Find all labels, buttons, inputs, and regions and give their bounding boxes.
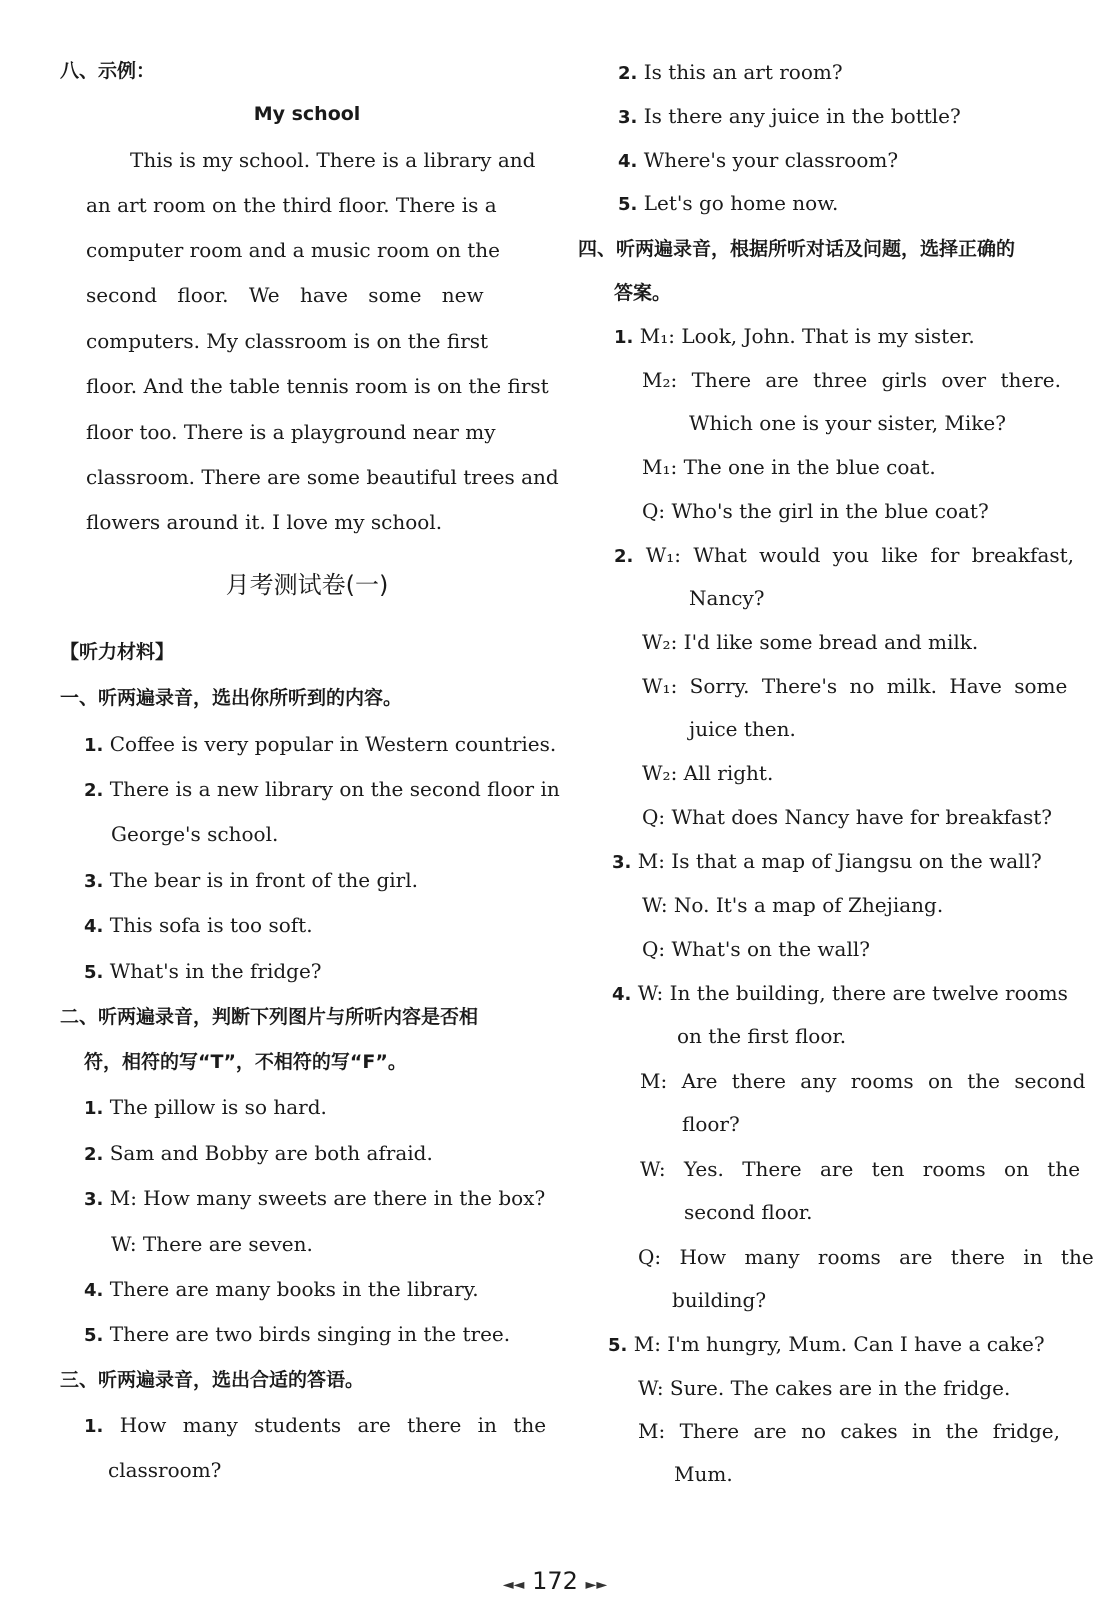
section-heading-3: 三、听两遍录音，选出合适的答语。 xyxy=(60,1369,365,1391)
list-item xyxy=(84,958,322,986)
dialogue-line: M: There are no cakes in the fridge, xyxy=(638,1419,1060,1443)
item-text: This sofa is too soft. xyxy=(109,913,313,937)
item-text: What's in the fridge? xyxy=(109,959,322,983)
section-heading-2-cont: 符，相符的写“T”，不相符的写“F”。 xyxy=(84,1051,407,1073)
item-number: 3. xyxy=(618,107,638,128)
dialogue-line: Mum. xyxy=(674,1462,733,1486)
essay-line: flowers around it. I love my school. xyxy=(86,510,443,534)
item-number: 5. xyxy=(608,1335,628,1356)
dialogue-line: Q: What does Nancy have for breakfast? xyxy=(642,805,1052,829)
item-number: 5. xyxy=(618,194,638,215)
item-number: 2. xyxy=(618,63,638,84)
item-continuation: George's school. xyxy=(111,822,279,846)
dialogue-line: second floor. xyxy=(684,1200,813,1224)
dialogue-text: M: I'm hungry, Mum. Can I have a cake? xyxy=(633,1332,1045,1356)
item-number: 3. xyxy=(84,871,104,892)
list-item xyxy=(84,1185,545,1213)
item-text: There is a new library on the second floor in xyxy=(109,777,560,801)
dialogue-line: M₂: There are three girls over there. xyxy=(642,368,1061,392)
essay-line: second floor. We have some new xyxy=(86,283,484,307)
essay-line: floor. And the table tennis room is on the first xyxy=(86,374,549,398)
dialogue-text: M₁: Look, John. That is my sister. xyxy=(639,324,975,348)
list-item xyxy=(84,1321,510,1349)
dialogue-line: floor? xyxy=(682,1112,740,1136)
item-number: 2. xyxy=(84,1144,104,1165)
item-text: Where's your classroom? xyxy=(643,148,899,172)
item-text: The pillow is so hard. xyxy=(109,1095,327,1119)
list-item xyxy=(84,867,418,895)
dialogue-line: building? xyxy=(672,1288,767,1312)
dialogue-line: juice then. xyxy=(689,717,796,741)
section-heading-2: 二、听两遍录音，判断下列图片与所听内容是否相 xyxy=(60,1006,479,1028)
item-text: How many students are there in the xyxy=(119,1413,547,1437)
page-footer xyxy=(480,1567,630,1599)
dialogue-line: W: Yes. There are ten rooms on the xyxy=(640,1157,1081,1181)
page-number: 172 xyxy=(532,1567,578,1595)
section-heading-8: 八、示例： xyxy=(60,60,156,82)
dialogue-line xyxy=(612,980,1068,1008)
list-item xyxy=(618,59,843,87)
dialogue-line: W: No. It's a map of Zhejiang. xyxy=(642,893,944,917)
essay-line: computer room and a music room on the xyxy=(86,238,500,262)
dialogue-text: W₁: What would you like for breakfast, xyxy=(645,543,1075,567)
list-item xyxy=(84,1412,546,1440)
essay-line: computers. My classroom is on the first xyxy=(86,329,489,353)
item-continuation: W: There are seven. xyxy=(111,1232,313,1256)
dialogue-line: on the first floor. xyxy=(677,1024,847,1048)
essay-line: This is my school. There is a library and xyxy=(130,148,536,172)
dialogue-text: W: In the building, there are twelve rooms xyxy=(637,981,1068,1005)
item-text: The bear is in front of the girl. xyxy=(109,868,418,892)
item-number: 4. xyxy=(612,984,632,1005)
item-text: Is this an art room? xyxy=(643,60,843,84)
essay-line: classroom. There are some beautiful trees and xyxy=(86,465,559,489)
list-item xyxy=(84,1140,433,1168)
item-number: 5. xyxy=(84,962,104,983)
section-heading-4: 四、听两遍录音，根据所听对话及问题，选择正确的 xyxy=(578,238,1016,260)
section-heading-1: 一、听两遍录音，选出你所听到的内容。 xyxy=(60,687,403,709)
dialogue-line: W: Sure. The cakes are in the fridge. xyxy=(638,1376,1011,1400)
item-number: 3. xyxy=(84,1189,104,1210)
prev-arrows-icon: ◄◄ xyxy=(502,1577,525,1593)
dialogue-line: Q: What's on the wall? xyxy=(642,937,870,961)
list-item xyxy=(84,1276,479,1304)
list-item xyxy=(618,103,961,131)
item-text: Is there any juice in the bottle? xyxy=(643,104,961,128)
item-continuation: classroom? xyxy=(108,1458,222,1482)
item-text: Sam and Bobby are both afraid. xyxy=(109,1141,433,1165)
dialogue-line: W₁: Sorry. There's no milk. Have some xyxy=(642,674,1068,698)
list-item xyxy=(84,1094,327,1122)
dialogue-line: Nancy? xyxy=(689,586,765,610)
dialogue-line xyxy=(614,542,1074,570)
list-item xyxy=(84,731,556,759)
dialogue-line: M₁: The one in the blue coat. xyxy=(642,455,936,479)
dialogue-line: W₂: I'd like some bread and milk. xyxy=(642,630,979,654)
dialogue-line: M: Are there any rooms on the second xyxy=(640,1069,1086,1093)
list-item xyxy=(84,912,313,940)
item-text: There are two birds singing in the tree. xyxy=(109,1322,511,1346)
essay-title: My school xyxy=(253,103,361,125)
test-title: 月考测试卷(一) xyxy=(225,571,389,599)
next-arrows-icon: ►► xyxy=(585,1577,608,1593)
item-number: 1. xyxy=(84,1098,104,1119)
item-number: 2. xyxy=(84,780,104,801)
list-item xyxy=(618,147,898,175)
listening-header: 【听力材料】 xyxy=(60,641,175,663)
dialogue-line xyxy=(614,323,975,351)
item-number: 4. xyxy=(618,151,638,172)
item-number: 1. xyxy=(614,327,634,348)
dialogue-line: W₂: All right. xyxy=(642,761,774,785)
dialogue-text: M: Is that a map of Jiangsu on the wall? xyxy=(637,849,1042,873)
item-number: 1. xyxy=(84,1416,104,1437)
item-text: Coffee is very popular in Western countries. xyxy=(109,732,557,756)
item-text: Let's go home now. xyxy=(643,191,839,215)
section-heading-4-cont: 答案。 xyxy=(614,282,672,304)
item-number: 4. xyxy=(84,916,104,937)
item-number: 4. xyxy=(84,1280,104,1301)
list-item xyxy=(618,190,838,218)
item-text: There are many books in the library. xyxy=(109,1277,479,1301)
dialogue-line: Which one is your sister, Mike? xyxy=(689,411,1006,435)
list-item xyxy=(84,776,560,804)
item-text: M: How many sweets are there in the box? xyxy=(109,1186,546,1210)
essay-line: floor too. There is a playground near my xyxy=(86,420,496,444)
essay-line: an art room on the third floor. There is a xyxy=(86,193,497,217)
dialogue-line xyxy=(612,848,1042,876)
dialogue-line: Q: Who's the girl in the blue coat? xyxy=(642,499,989,523)
dialogue-line: Q: How many rooms are there in the xyxy=(638,1245,1094,1269)
item-number: 3. xyxy=(612,852,632,873)
dialogue-line xyxy=(608,1331,1045,1359)
item-number: 5. xyxy=(84,1325,104,1346)
item-number: 1. xyxy=(84,735,104,756)
item-number: 2. xyxy=(614,546,634,567)
